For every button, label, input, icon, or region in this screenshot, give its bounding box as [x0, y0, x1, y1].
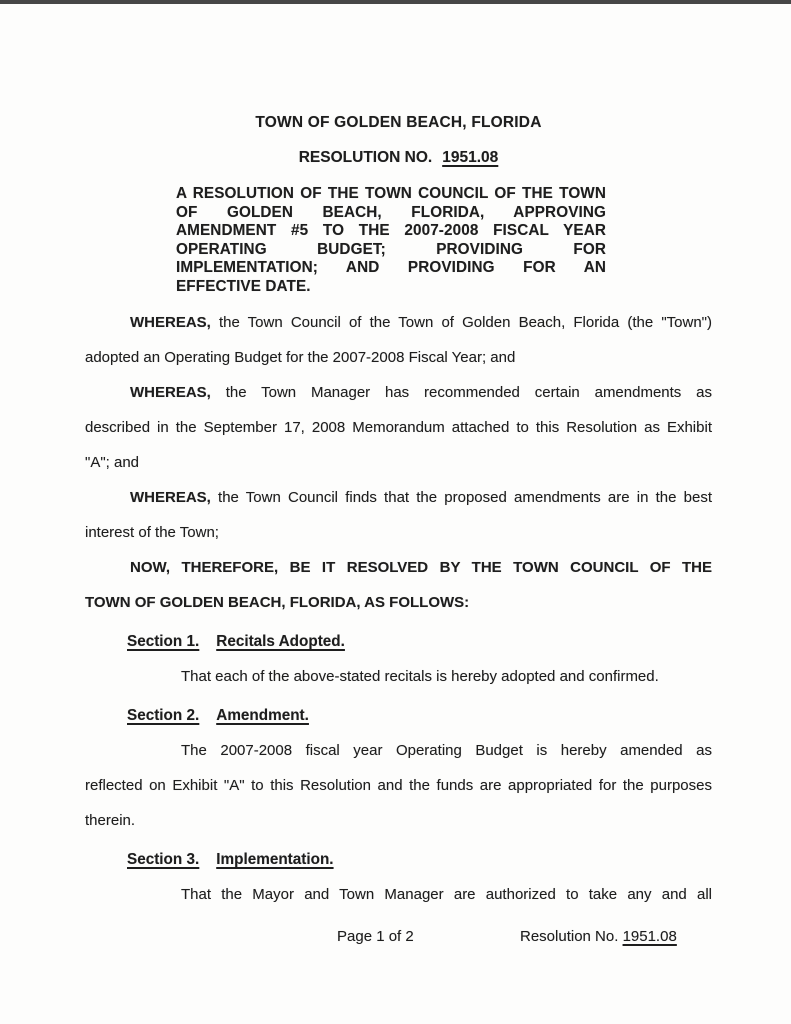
summary-line: IMPLEMENTATION; AND PROVIDING FOR AN	[176, 259, 606, 276]
text-line	[85, 375, 712, 410]
text-line: NOW, THEREFORE, BE IT RESOLVED BY THE TOWN COUNCIL OF THE	[130, 559, 712, 576]
text-line: TOWN OF GOLDEN BEACH, FLORIDA, AS FOLLOWS:	[85, 594, 470, 611]
document-body	[85, 305, 712, 912]
section-heading	[85, 624, 712, 659]
whereas-clause-1	[85, 305, 712, 375]
section-heading	[85, 698, 712, 733]
summary-line: OF GOLDEN BEACH, FLORIDA, APPROVING	[176, 203, 606, 221]
text-line: That each of the above-stated recitals is hereby adopted and confirmed.	[181, 668, 659, 685]
resolution-number-heading	[85, 148, 712, 167]
summary-line: OPERATING BUDGET; PROVIDING FOR	[176, 240, 606, 258]
whereas-clause-3	[85, 480, 712, 550]
footer-resolution-number	[520, 927, 677, 947]
summary-line: EFFECTIVE DATE.	[176, 277, 311, 295]
whereas-lead: WHEREAS,	[130, 314, 211, 331]
resolution-number-value: 1951.08	[442, 149, 499, 166]
text-line: "A"; and	[85, 454, 140, 471]
document-title: TOWN OF GOLDEN BEACH, FLORIDA	[255, 114, 542, 131]
section-title: Recitals Adopted.	[216, 633, 345, 650]
text-line: adopted an Operating Budget for the 2007-2008 Fiscal Year; and	[85, 349, 516, 366]
text-line: interest of the Town;	[85, 524, 219, 541]
section-heading	[85, 842, 712, 877]
resolved-clause	[85, 550, 712, 620]
text-line: That the Mayor and Town Manager are authorized to take any and all	[181, 886, 712, 903]
whereas-lead: WHEREAS,	[130, 489, 211, 506]
summary-line: AMENDMENT #5 TO THE 2007-2008 FISCAL YEAR	[176, 222, 606, 239]
whereas-text: the Town Manager has recommended certain amendments as	[225, 384, 712, 401]
section-title: Amendment.	[216, 707, 309, 724]
whereas-text: the Town Council finds that the proposed amendments are in the best	[218, 489, 712, 506]
summary-line: A RESOLUTION OF THE TOWN COUNCIL OF THE TOWN	[176, 185, 606, 202]
section-title: Implementation.	[216, 851, 334, 868]
section-number: Section 3.	[127, 851, 200, 868]
whereas-text: the Town Council of the Town of Golden Beach, Florida (the "Town")	[218, 314, 712, 331]
section-3	[85, 842, 712, 912]
footer-resolution-value: 1951.08	[622, 928, 677, 945]
resolution-summary-block	[176, 185, 606, 296]
text-line: reflected on Exhibit "A" to this Resolution and the funds are appropriated for the purposes	[85, 777, 712, 794]
document-content	[85, 0, 712, 949]
whereas-clause-2	[85, 375, 712, 480]
section-number: Section 1.	[127, 633, 200, 650]
page-indicator: Page 1 of 2	[337, 928, 414, 945]
page-footer	[85, 927, 712, 949]
resolution-number-label: RESOLUTION NO.	[298, 149, 433, 166]
text-line: described in the September 17, 2008 Memorandum attached to this Resolution as Exhibit	[85, 419, 712, 436]
text-line: The 2007-2008 fiscal year Operating Budget is hereby amended as	[181, 742, 712, 759]
section-1	[85, 624, 712, 694]
text-line: therein.	[85, 812, 136, 829]
footer-resolution-label: Resolution No.	[520, 928, 619, 945]
text-line	[85, 480, 712, 515]
section-2	[85, 698, 712, 838]
text-line	[85, 305, 712, 340]
section-number: Section 2.	[127, 707, 200, 724]
whereas-lead: WHEREAS,	[130, 384, 211, 401]
